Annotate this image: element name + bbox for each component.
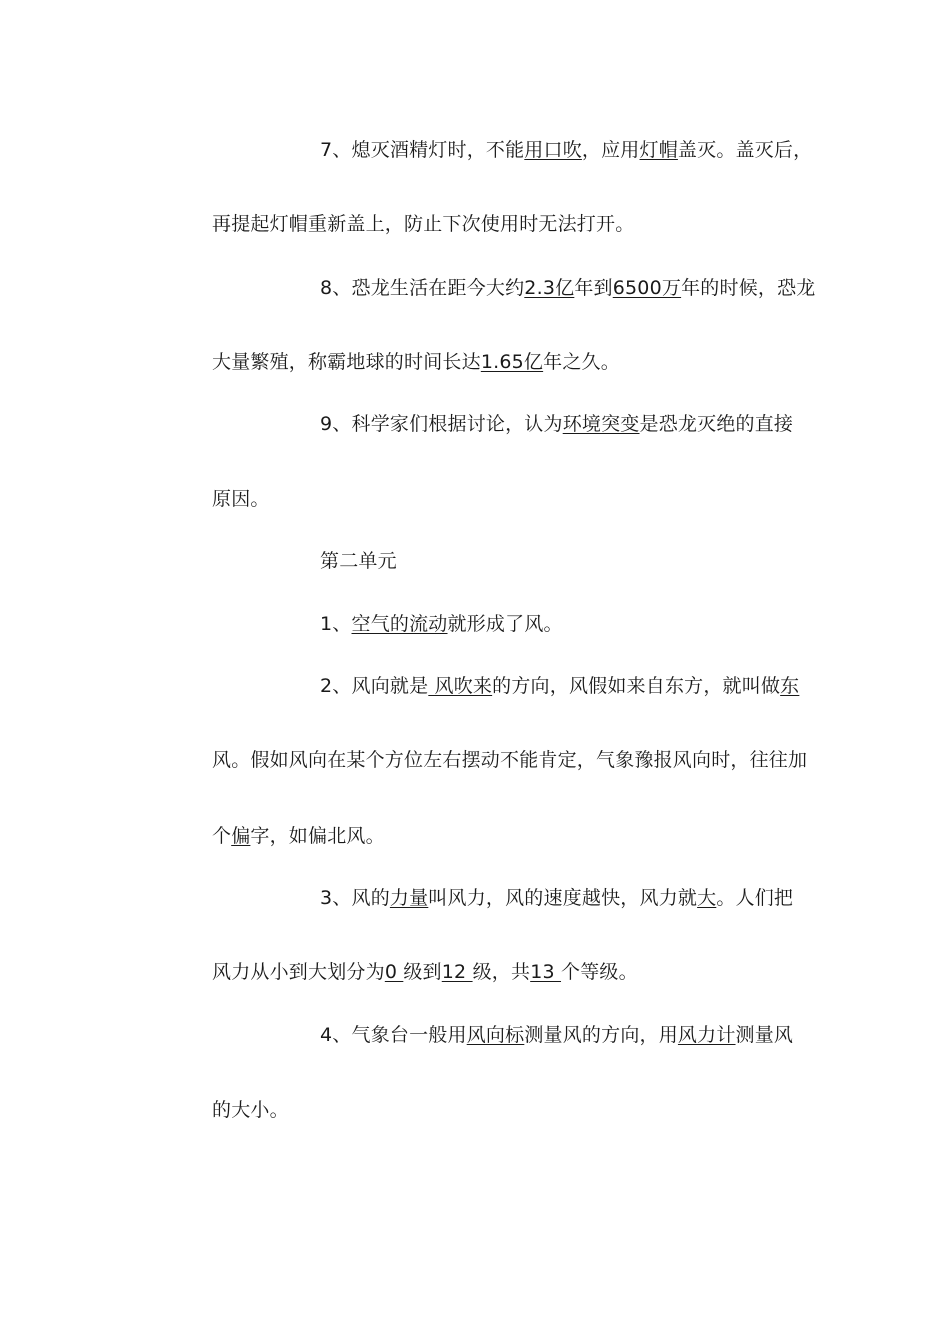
text-line (320, 549, 397, 573)
text-segment: 年的时候，恐龙 (681, 277, 816, 299)
underlined-answer: 灯帽 (639, 139, 678, 161)
text-segment: 第二单元 (320, 550, 397, 572)
underlined-answer: 12 (441, 961, 473, 983)
text-segment: 的大小。 (212, 1099, 289, 1121)
text-segment: 测量风的方向，用 (524, 1024, 678, 1046)
text-segment: 3、风的 (320, 887, 390, 909)
underlined-answer: 风吹来 (428, 675, 493, 697)
text-line (212, 960, 638, 984)
text-line (320, 886, 793, 910)
underlined-answer: 风力计 (677, 1024, 736, 1046)
text-segment: 个 (212, 825, 232, 847)
text-line (320, 412, 793, 436)
text-segment: 级，共 (472, 961, 531, 983)
text-segment: 级到 (403, 961, 442, 983)
text-line (212, 487, 270, 511)
text-segment: 字，如偏北风。 (250, 825, 385, 847)
text-line (320, 276, 816, 300)
text-segment: 年之久。 (543, 351, 620, 373)
text-segment: 风。假如风向在某个方位左右摆动不能肯定，气象豫报风向时，往往加 (212, 749, 808, 771)
underlined-answer: 力量 (389, 887, 429, 909)
text-segment: 就形成了风。 (447, 613, 563, 635)
text-segment: 8、恐龙生活在距今大约 (320, 277, 525, 299)
text-segment: 的方向，风假如来自东方，就叫做 (492, 675, 781, 697)
text-segment: 个等级。 (561, 961, 638, 983)
underlined-answer: 2.3亿 (524, 277, 575, 299)
text-segment: 盖灭。盖灭后， (677, 139, 813, 161)
text-segment: 年到 (574, 277, 613, 299)
text-segment: 9、科学家们根据讨论，认为 (320, 413, 563, 435)
text-segment: 1、 (320, 613, 352, 635)
underlined-answer: 空气的流动 (351, 613, 448, 635)
text-segment: 再提起灯帽重新盖上，防止下次使用时无法打开。 (212, 213, 635, 235)
underlined-answer: 6500万 (612, 277, 682, 299)
text-segment: 7、熄灭酒精灯时，不能 (320, 139, 525, 161)
text-segment: 2、风向就是 (320, 675, 429, 697)
underlined-answer: 环境突变 (562, 413, 640, 435)
text-line (212, 748, 807, 772)
text-segment: 大量繁殖，称霸地球的时间长达 (212, 351, 481, 373)
text-line (212, 1098, 289, 1122)
text-segment: 是恐龙灭绝的直接 (639, 413, 794, 435)
text-line (320, 612, 563, 636)
underlined-answer: 偏 (231, 825, 251, 847)
underlined-answer: 1.65亿 (480, 351, 544, 373)
text-segment: 测量风 (735, 1024, 794, 1046)
text-segment: 叫风力，风的速度越快，风力就 (428, 887, 698, 909)
text-segment: 原因。 (212, 488, 270, 510)
text-segment: 4、气象台一般用 (320, 1024, 467, 1046)
underlined-answer: 用口吹 (524, 139, 582, 161)
text-line (212, 212, 634, 236)
underlined-answer: 13 (530, 961, 562, 983)
text-line (320, 1023, 793, 1047)
underlined-answer: 东 (780, 675, 800, 697)
text-segment: 。人们把 (716, 887, 794, 909)
text-segment: 风力从小到大划分为 (212, 961, 385, 983)
text-segment: ，应用 (581, 139, 640, 161)
text-line (320, 674, 799, 698)
text-line (212, 350, 620, 374)
text-line (320, 138, 812, 162)
underlined-answer: 风向标 (466, 1024, 525, 1046)
text-line (212, 824, 385, 848)
underlined-answer: 大 (697, 887, 717, 909)
underlined-answer: 0 (384, 961, 404, 983)
